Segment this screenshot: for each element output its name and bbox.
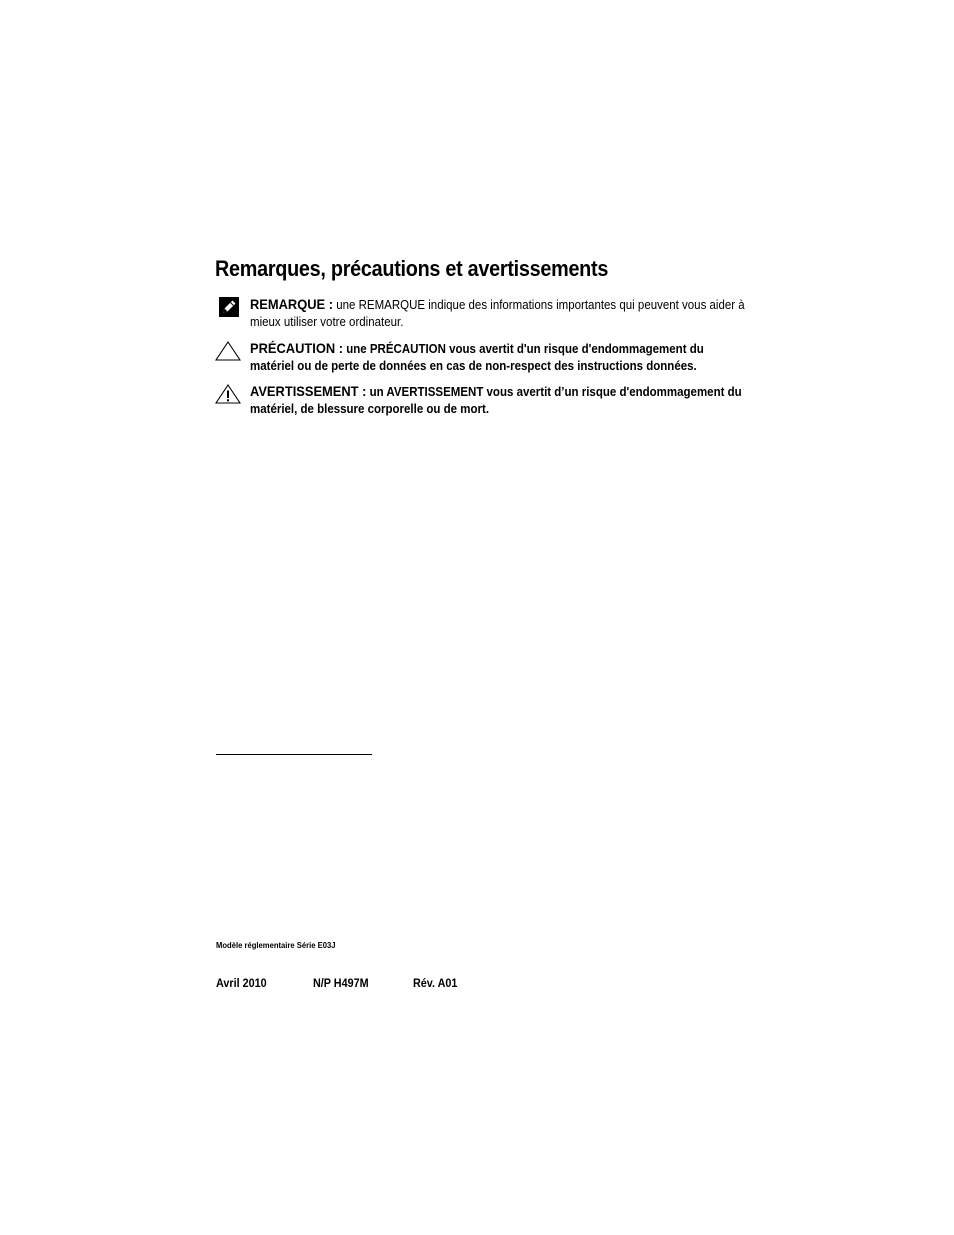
regulatory-model: Modèle réglementaire Série E03J xyxy=(216,940,336,950)
footer-revision: Rév. A01 xyxy=(413,976,458,990)
footer-part-number: N/P H497M xyxy=(313,976,369,990)
footer-date: Avril 2010 xyxy=(216,976,267,990)
notice-text: une REMARQUE indique des informations importantes qui peuvent vous aider à mieux utiliser votre ordinateur. xyxy=(250,298,745,329)
warning-triangle-icon xyxy=(215,383,241,405)
note-pencil-icon xyxy=(215,296,241,318)
warning-notice xyxy=(215,383,742,418)
notice-label: AVERTISSEMENT : xyxy=(250,383,367,399)
caution-notice xyxy=(215,340,725,375)
notice-text: un AVERTISSEMENT vous avertit d’un risque d'endommagement du matériel, de blessure corporelle ou de mort. xyxy=(250,385,742,416)
caution-triangle-icon xyxy=(215,340,241,362)
notice-label: PRÉCAUTION : xyxy=(250,340,344,356)
page-title: Remarques, précautions et avertissements xyxy=(215,256,609,281)
notice-label: REMARQUE : xyxy=(250,296,334,312)
horizontal-divider xyxy=(216,754,372,755)
note-notice xyxy=(215,296,745,331)
notice-text: une PRÉCAUTION vous avertit d'un risque d'endommagement du matériel ou de perte de données en cas de non-respect des instructions données. xyxy=(250,342,704,373)
